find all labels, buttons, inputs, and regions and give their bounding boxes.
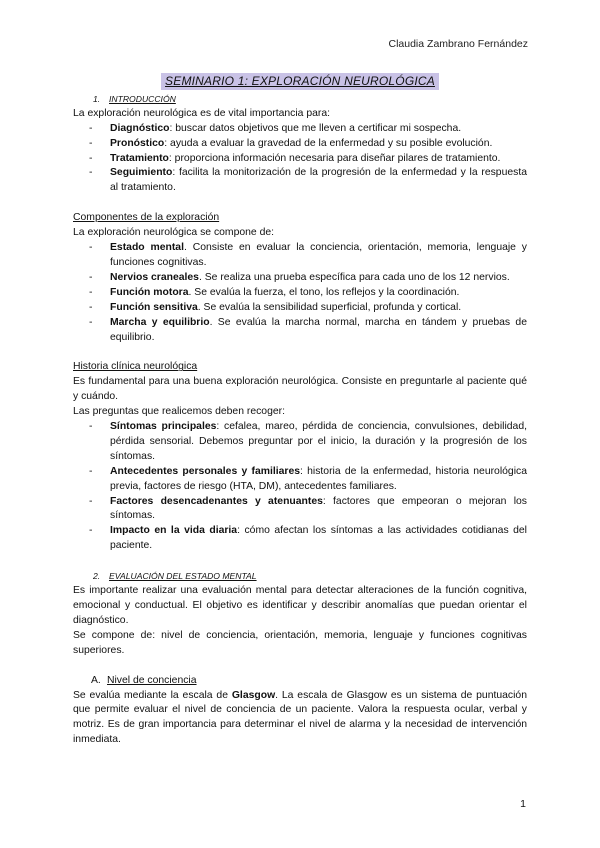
subsection-heading-historia: Historia clínica neurológica (73, 361, 198, 373)
document-title: SEMINARIO 1: EXPLORACIÓN NEUROLÓGICA (161, 73, 439, 90)
componentes-list (73, 241, 527, 345)
list-item: - Marcha y equilibrio. Se evalúa la marcha normal, marcha en tándem y pruebas de equilibrio. (89, 316, 527, 343)
section-heading-intro: 1. INTRODUCCIÓN (93, 93, 176, 104)
list-item: - Diagnóstico: buscar datos objetivos que me lleven a certificar mi sospecha. (89, 122, 462, 134)
nivel-paragraph: Se evalúa mediante la escala de Glasgow. La escala de Glasgow es un sistema de puntuación que permite evaluar el nivel de conciencia de un paciente. Valora la respuesta ocular, verbal y motriz. Es de gran importancia para determinar el nivel de alarma y la necesidad de intervención inmediata. (73, 689, 527, 746)
list-item: - Estado mental. Consiste en evaluar la conciencia, orientación, memoria, lenguaje y funciones cognitivas. (89, 242, 527, 268)
list-item: - Impacto en la vida diaria: cómo afectan los síntomas a las actividades cotidianas del paciente. (89, 525, 527, 552)
list-item: - Función sensitiva. Se evalúa la sensibilidad superficial, profunda y cortical. (89, 301, 462, 313)
list-item: - Seguimiento: facilita la monitorización de la progresión de la enfermedad y la respuesta al tratamiento. (89, 167, 527, 194)
componentes-lead: La exploración neurológica se compone de: (73, 227, 275, 239)
intro-list (73, 122, 527, 197)
list-item: - Síntomas principales: cefalea, mareo, pérdida de conciencia, convulsiones, debilidad, pérdida sensorial. Debemos preguntar por el inicio, la duración y la progresión de los síntomas. (89, 421, 527, 462)
list-item: - Antecedentes personales y familiares: historia de la enfermedad, historia neurológica previa, factores de riesgo (HTA, DM), antecedentes familiares. (89, 465, 527, 492)
list-item: - Factores desencadenantes y atenuantes: factores que empeoran o mejoran los síntomas. (89, 495, 527, 522)
section-heading-evaluacion: 2. EVALUACIÓN DEL ESTADO MENTAL (93, 571, 257, 582)
intro-lead: La exploración neurológica es de vital importancia para: (73, 107, 331, 119)
historia-list (73, 420, 527, 554)
author-name: Claudia Zambrano Fernández (388, 38, 528, 50)
page-number: 1 (520, 798, 526, 810)
historia-lead: Las preguntas que realicemos deben recoger: (73, 406, 285, 418)
evaluacion-composition: Se compone de: nivel de conciencia, orientación, memoria, lenguaje y funciones cognitivas superiores. (73, 629, 527, 656)
list-item: - Función motora. Se evalúa la fuerza, el tono, los reflejos y la coordinación. (89, 286, 460, 298)
list-item: - Pronóstico: ayuda a evaluar la gravedad de la enfermedad y su posible evolución. (89, 137, 493, 149)
historia-paragraph: Es fundamental para una buena exploración neurológica. Consiste en preguntarle al paciente qué y cuándo. (73, 376, 527, 403)
evaluacion-paragraph: Es importante realizar una evaluación mental para detectar alteraciones de la función cognitiva, emocional y conductual. El objetivo es identificar y describir anomalías que puedan orientar el diagnóstico. (73, 585, 527, 626)
document-content (73, 73, 527, 748)
list-item: - Tratamiento: proporciona información necesaria para diseñar pilares de tratamiento. (89, 152, 501, 164)
subsection-heading-nivel: A. Nivel de conciencia (91, 674, 197, 686)
subsection-heading-componentes: Componentes de la exploración (73, 212, 220, 224)
list-item: - Nervios craneales. Se realiza una prueba específica para cada uno de los 12 nervios. (89, 271, 510, 283)
